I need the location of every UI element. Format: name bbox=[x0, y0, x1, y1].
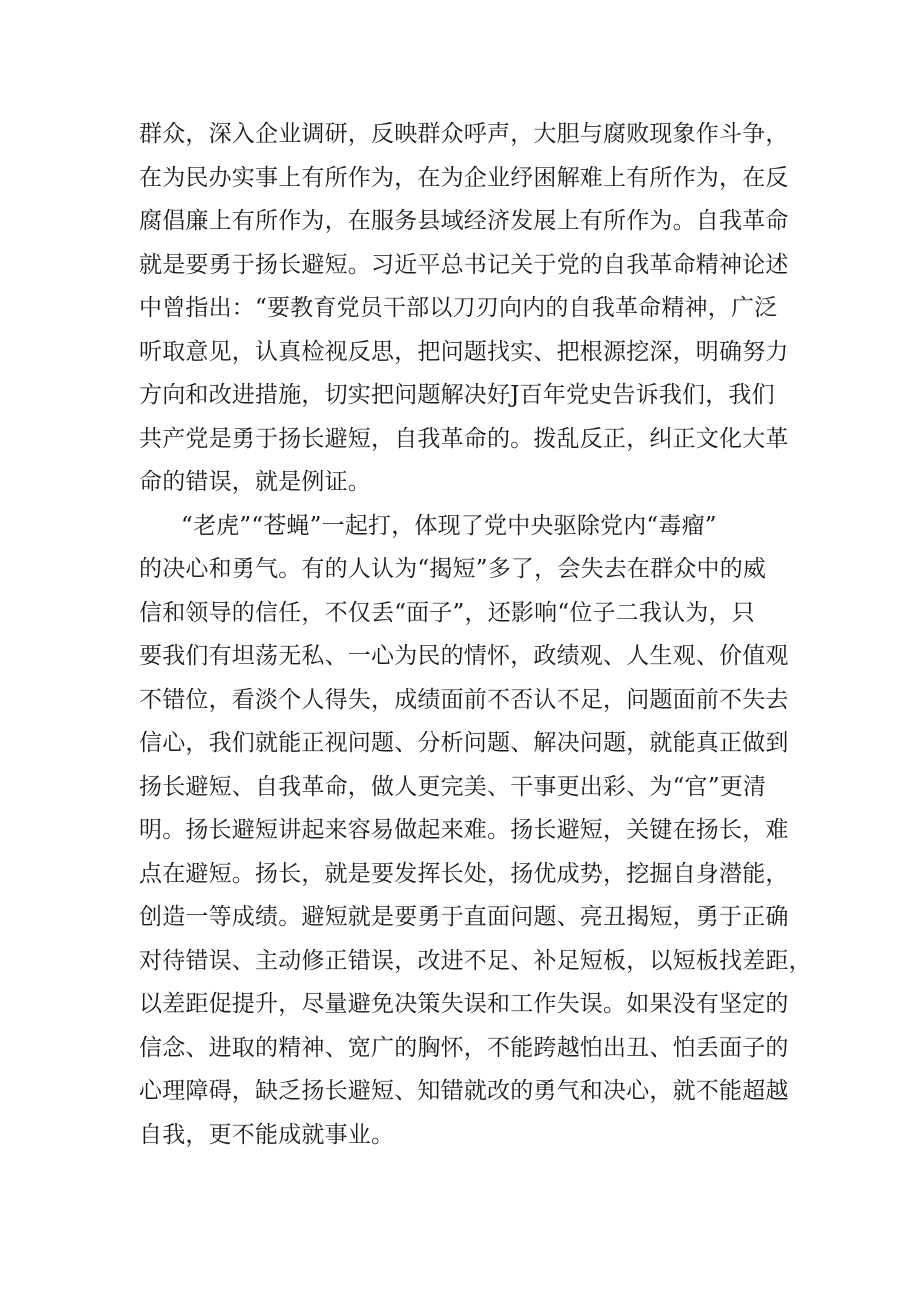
text-line: 信和领导的信任，不仅丢“面子”，还影响“位子二我认为，只 bbox=[139, 599, 755, 626]
text-line: 命的错误，就是例证。 bbox=[139, 469, 371, 495]
text-line: 的决心和勇气。有的人认为“揭短”多了，会失去在群众中的威 bbox=[139, 556, 767, 582]
text-line: 方向和改进措施，切实把问题解决好J百年党史告诉我们，我们 bbox=[139, 382, 775, 408]
text-line: 在为民办实事上有所作为，在为企业纾困解难上有所作为，在反 bbox=[139, 164, 789, 191]
text-line: 就是要勇于扬长避短。习近平总书记关于党的自我革命精神论述 bbox=[139, 251, 789, 278]
text-line: 对待错误、主动修正错误，改进不足、补足短板，以短板找差距， bbox=[139, 947, 812, 974]
text-line: 不错位，看淡个人得失，成绩面前不否认不足，问题面前不失去 bbox=[139, 686, 789, 713]
text-line: 明。扬长避短讲起来容易做起来难。扬长避短，关键在扬长，难 bbox=[139, 817, 789, 843]
text-line: 心理障碍，缺乏扬长避短、知错就改的勇气和决心，就不能超越 bbox=[139, 1078, 789, 1104]
text-line: 群众，深入企业调研，反映群众呼声，大胆与腐败现象作斗争， bbox=[139, 121, 789, 147]
text-line-indented: “老虎”“苍蝇”一起打，体现了党中央驱除党内“毒瘤” bbox=[181, 512, 717, 539]
text-line: 要我们有坦荡无私、一心为民的情怀，政绩观、人生观、价值观 bbox=[139, 643, 789, 669]
text-line: 创造一等成绩。避短就是要勇于直面问题、亮丑揭短，勇于正确 bbox=[139, 904, 789, 930]
text-line: 信心，我们就能正视问题、分析问题、解决问题，就能真正做到 bbox=[139, 730, 789, 756]
text-line: 扬长避短、自我革命，做人更完美、干事更出彩、为“官”更清 bbox=[139, 773, 767, 800]
paragraph-2 bbox=[139, 505, 812, 1158]
text-line: 中曾指出：“要教育党员干部以刀刃向内的自我革命精神，广泛 bbox=[139, 295, 778, 321]
text-line: 腐倡廉上有所作为，在服务县域经济发展上有所作为。自我革命 bbox=[139, 208, 789, 234]
text-line: 自我，更不能成就事业。 bbox=[139, 1121, 395, 1148]
text-line: 信念、进取的精神、宽广的胸怀，不能跨越怕出丑、怕丢面子的 bbox=[139, 1034, 789, 1061]
text-line: 以差距促提升，尽量避免决策失误和工作失误。如果没有坚定的 bbox=[139, 991, 789, 1017]
body-text bbox=[139, 113, 812, 1157]
text-line: 共产党是勇于扬长避短，自我革命的。拨乱反正，纠正文化大革 bbox=[139, 425, 789, 452]
text-line: 点在避短。扬长，就是要发挥长处，扬优成势，挖掘自身潜能， bbox=[139, 860, 789, 887]
paragraph-1 bbox=[139, 113, 799, 505]
text-line: 听取意见，认真检视反思，把问题找实、把根源挖深，明确努力 bbox=[139, 338, 789, 365]
